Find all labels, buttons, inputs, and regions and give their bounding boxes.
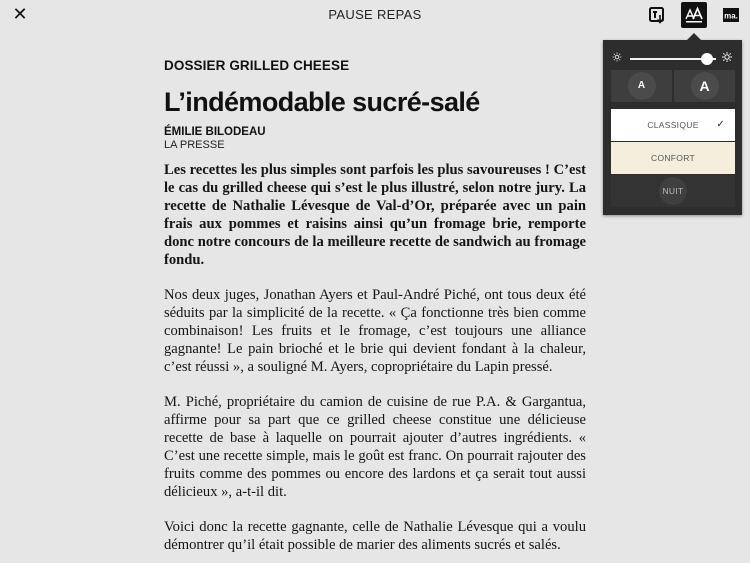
article-author[interactable]: ÉMILIE BILODEAU [164,126,266,138]
theme-classic-option[interactable] [611,109,735,141]
increase-font-size-button[interactable] [674,70,735,102]
section-title: PAUSE REPAS [328,7,422,22]
article-paragraph: M. Piché, propriétaire du camion de cuisine de rue P.A. & Gargantua, affirme pour sa part que ce grilled cheese constitue une délicieuse recette de base à laquelle on pourrait ajouter d’autres ingrédients. « C’est une recette simple, mais le goût est franc. On pourrait rajouter des fruits comme des pommes ou encore des lardons et ça serait tout aussi délicieux », a-t-il dit. [164,394,586,500]
share-article-button[interactable] [644,2,670,28]
theme-label: NUIT [662,186,684,196]
article [164,58,586,554]
ma-logo-text: ma. [724,11,738,21]
close-icon: ✕ [12,4,28,24]
article-source: LA PRESSE [164,139,225,151]
font-small-label: A [637,80,646,91]
article-paragraph: Voici donc la recette gagnante, celle de Nathalie Lévesque qui a voulu démontrer qu’il était possible de marier des aliments sucrés et salés. [164,519,586,553]
article-headline: L’indémodable sucré-salé [164,87,480,117]
theme-label: CLASSIQUE [647,120,699,130]
article-lead: Les recettes les plus simples sont parfois les plus savoureuses ! C’est le cas du grilled cheese qui s’est le plus illustré, selon notre jury. La recette de Nathalie Lévesque de Val-d’Or, préparée avec un pain frais aux pommes et raisins ainsi qu’un fromage brie, remporte donc notre concours de la meilleure recette de sandwich au fromage fondu. [164,162,586,268]
font-large-label: A [699,78,710,94]
brightness-slider-knob[interactable] [701,53,713,65]
text-settings-icon [681,2,707,28]
article-kicker: DOSSIER GRILLED CHEESE [164,58,350,73]
theme-night-option[interactable] [611,175,735,207]
decrease-font-size-button[interactable] [611,70,672,102]
ma-logo-button[interactable] [719,2,745,28]
ma-logo-icon [719,2,745,28]
brightness-low-icon [612,52,622,62]
theme-comfort-option[interactable] [611,142,735,174]
article-paragraph: Nos deux juges, Jonathan Ayers et Paul-André Piché, ont tous deux été séduits par la simplicité de la recette. « Ça fonctionne très bien comme combinaison! Les fruits et le fromage, c’est toujours une alliance gagnante! Le pain brioché et le brie qui devient fondant à la chaleur, c’est réussi », a souligné M. Ayers, copropriétaire du Lapin pressé. [164,287,586,375]
display-settings-panel [603,40,742,215]
share-article-icon [644,2,670,28]
text-settings-button[interactable] [681,2,707,28]
brightness-high-icon [722,52,732,62]
top-bar [0,0,750,30]
checkmark-icon: ✓ [716,119,725,130]
theme-label: CONFORT [651,153,695,163]
